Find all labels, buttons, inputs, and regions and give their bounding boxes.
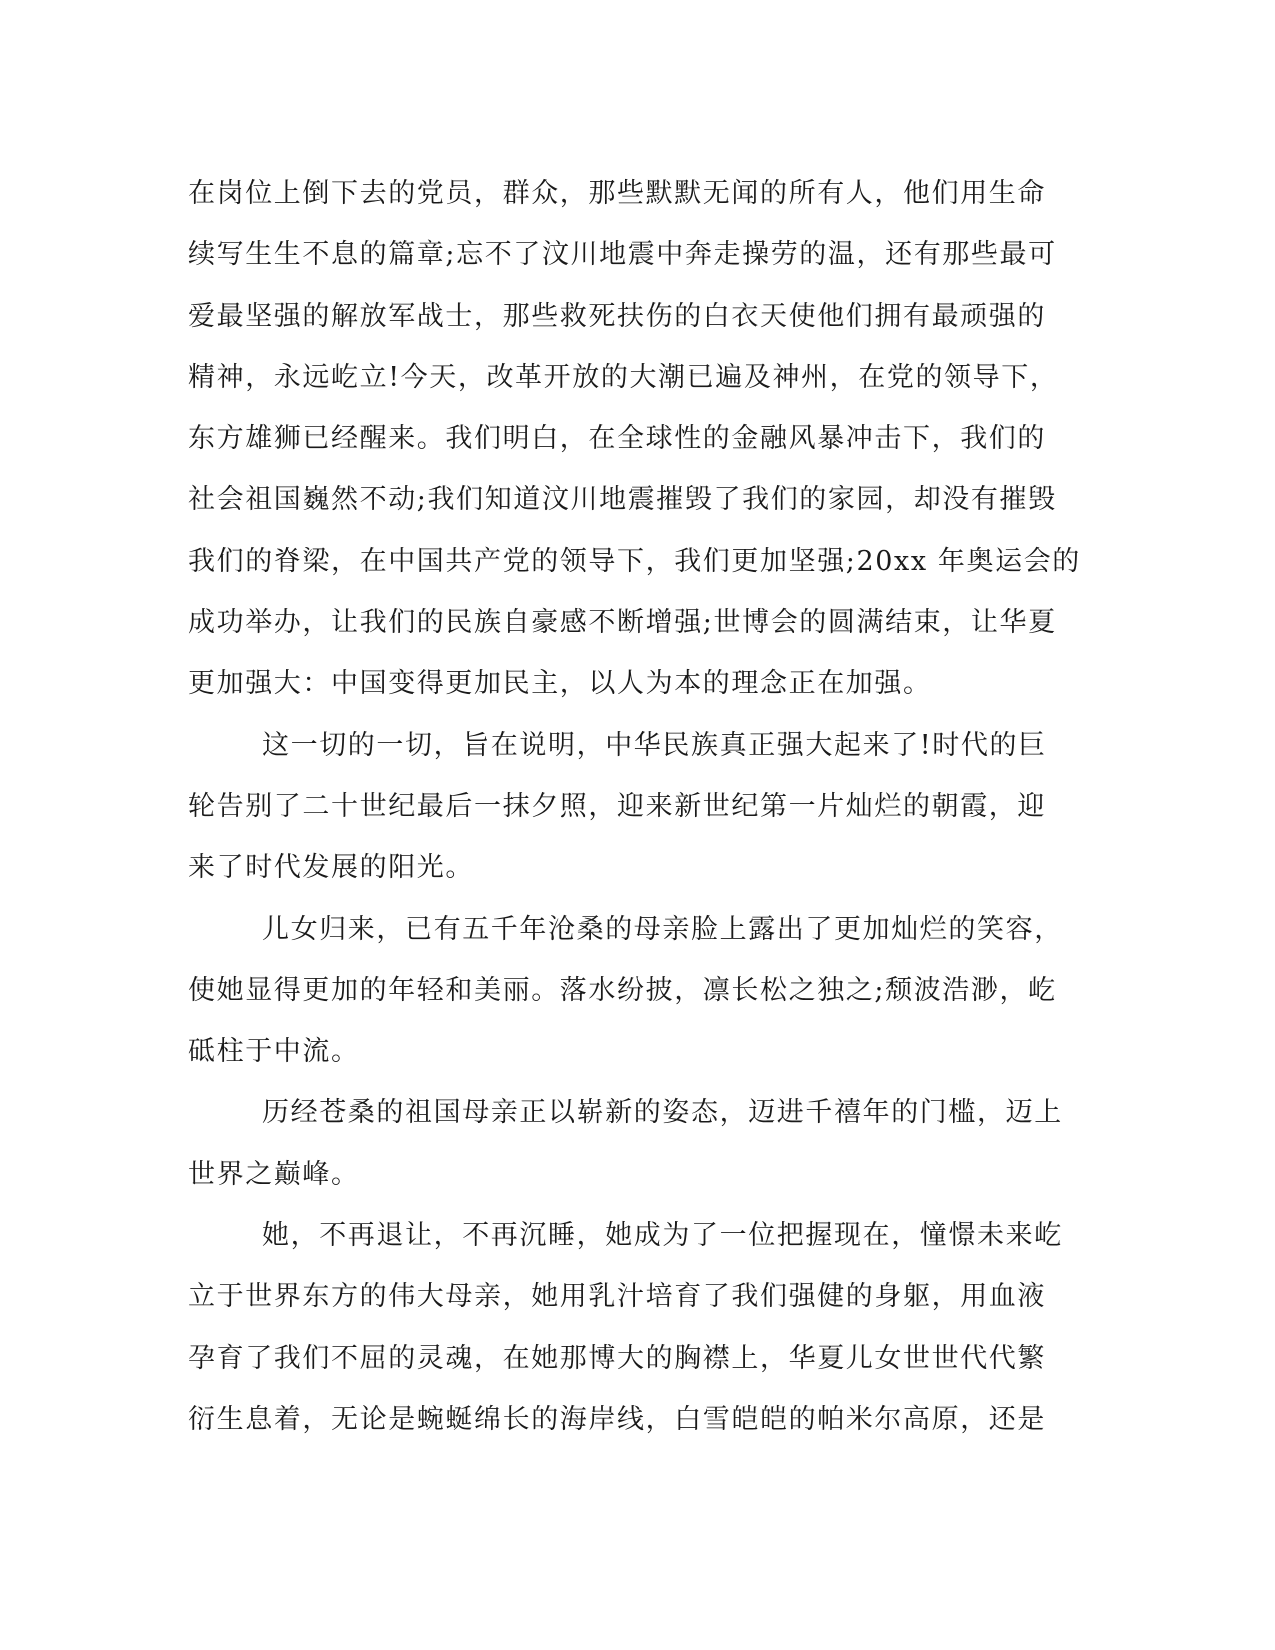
text-line: 轮告别了二十世纪最后一抹夕照，迎来新世纪第一片灿烂的朝霞，迎 <box>188 790 1046 822</box>
text-line: 立于世界东方的伟大母亲，她用乳汁培育了我们强健的身躯，用血液 <box>188 1281 1046 1313</box>
text-line: 这一切的一切，旨在说明，中华民族真正强大起来了!时代的巨 <box>262 729 1047 761</box>
text-line: 世界之巅峰。 <box>188 1158 360 1190</box>
text-line: 我们的脊梁，在中国共产党的领导下，我们更加坚强;20xx 年奥运会的 <box>188 545 1081 577</box>
paragraph <box>188 1082 1088 1205</box>
text-line: 砥柱于中流。 <box>188 1036 360 1068</box>
text-line: 来了时代发展的阳光。 <box>188 852 474 884</box>
text-line: 更加强大：中国变得更加民主，以人为本的理念正在加强。 <box>188 668 932 700</box>
paragraph <box>188 899 1088 1083</box>
paragraph <box>188 163 1088 715</box>
text-line: 续写生生不息的篇章;忘不了汶川地震中奔走操劳的温，还有那些最可 <box>188 239 1057 271</box>
text-line: 她，不再退让，不再沉睡，她成为了一位把握现在，憧憬未来屹 <box>262 1220 1063 1252</box>
text-line: 精神，永远屹立!今天，改革开放的大潮已遍及神州，在党的领导下， <box>188 361 1059 393</box>
text-line: 儿女归来，已有五千年沧桑的母亲脸上露出了更加灿烂的笑容， <box>262 913 1063 945</box>
text-line: 孕育了我们不屈的灵魂，在她那博大的胸襟上，华夏儿女世世代代繁 <box>188 1342 1046 1374</box>
paragraph <box>188 1205 1088 1450</box>
paragraph <box>188 715 1088 899</box>
text-line: 衍生息着，无论是蜿蜒绵长的海岸线，白雪皑皑的帕米尔高原，还是 <box>188 1403 1046 1435</box>
text-line: 历经苍桑的祖国母亲正以崭新的姿态，迈进千禧年的门槛，迈上 <box>262 1097 1063 1129</box>
text-line: 成功举办，让我们的民族自豪感不断增强;世博会的圆满结束，让华夏 <box>188 607 1057 639</box>
text-line: 爱最坚强的解放军战士，那些救死扶伤的白衣天使他们拥有最顽强的 <box>188 300 1046 332</box>
text-line: 在岗位上倒下去的党员，群众，那些默默无闻的所有人，他们用生命 <box>188 178 1046 209</box>
body-text <box>188 163 1088 1450</box>
text-line: 使她显得更加的年轻和美丽。落水纷披，凛长松之独之;颓波浩渺，屹 <box>188 974 1057 1006</box>
text-line: 社会祖国巍然不动;我们知道汶川地震摧毁了我们的家园，却没有摧毁 <box>188 484 1057 516</box>
text-line: 东方雄狮已经醒来。我们明白，在全球性的金融风暴冲击下，我们的 <box>188 423 1046 455</box>
